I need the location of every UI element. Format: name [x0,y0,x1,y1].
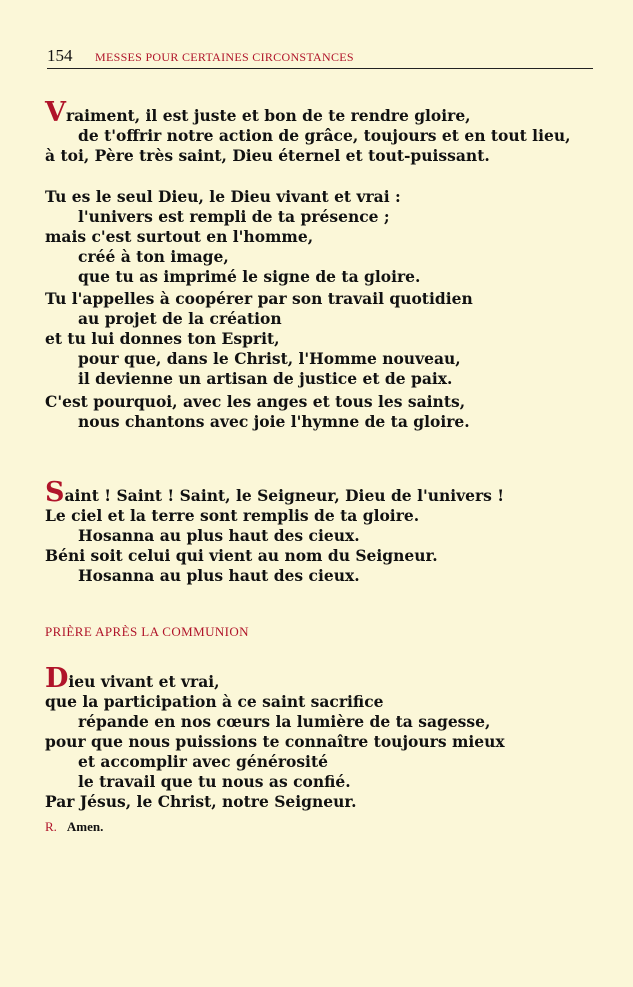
prayer-line: Dieu vivant et vrai, [45,663,220,694]
sanctus-line: Saint ! Saint ! Saint, le Seigneur, Dieu de l'univers ! [45,477,505,508]
prayer-line: et accomplir avec générosité [78,752,328,771]
prayer-line: que la participation à ce saint sacrifice [45,692,384,711]
preface-line: et tu lui donnes ton Esprit, [45,329,280,348]
prayer-line: le travail que tu nous as confié. [78,772,351,791]
preface-paragraph-3 [45,289,605,389]
preface-line: créé à ton image, [78,247,229,266]
response-mark: R. [45,819,57,834]
preface-line: Tu l'appelles à coopérer par son travail quotidien [45,289,473,308]
section-title: PRIÈRE APRÈS LA COMMUNION [45,624,249,639]
drop-cap: V [45,97,66,128]
sanctus-line: Le ciel et la terre sont remplis de ta gloire. [45,506,420,525]
preface-line: mais c'est surtout en l'homme, [45,227,314,246]
response-text: Amen. [66,819,104,834]
post-communion-prayer [45,663,605,812]
preface-line: à toi, Père très saint, Dieu éternel et tout-puissant. [45,146,490,165]
prayer-line: répande en nos cœurs la lumière de ta sagesse, [78,712,491,731]
sanctus-line: Hosanna au plus haut des cieux. [78,526,360,545]
preface-line: Vraiment, il est juste et bon de te rendre gloire, [45,97,471,128]
preface-paragraph-2 [45,187,605,287]
preface-line: nous chantons avec joie l'hymne de ta gloire. [78,412,470,431]
preface-line: de t'offrir notre action de grâce, toujours et en tout lieu, [78,126,571,145]
running-title: MESSES POUR CERTAINES CIRCONSTANCES [95,50,354,64]
page-number: 154 [47,46,73,65]
preface-line: C'est pourquoi, avec les anges et tous les saints, [45,392,466,411]
sanctus [45,477,605,586]
response [45,819,103,835]
prayer-line: Par Jésus, le Christ, notre Seigneur. [45,792,357,811]
preface-paragraph-1 [45,97,605,166]
preface-line: pour que, dans le Christ, l'Homme nouveau, [78,349,461,368]
sanctus-line: Béni soit celui qui vient au nom du Seigneur. [45,546,438,565]
preface-line: que tu as imprimé le signe de ta gloire. [78,267,421,286]
preface-paragraph-4 [45,392,605,432]
preface-line: Tu es le seul Dieu, le Dieu vivant et vrai : [45,187,401,206]
prayer-line: pour que nous puissions te connaître toujours mieux [45,732,505,751]
page-header [47,46,593,69]
preface-line: il devienne un artisan de justice et de paix. [78,369,453,388]
drop-cap: D [45,663,69,694]
sanctus-line: Hosanna au plus haut des cieux. [78,566,360,585]
preface-line: l'univers est rempli de ta présence ; [78,207,390,226]
preface-line: au projet de la création [78,309,282,328]
drop-cap: S [45,477,65,508]
